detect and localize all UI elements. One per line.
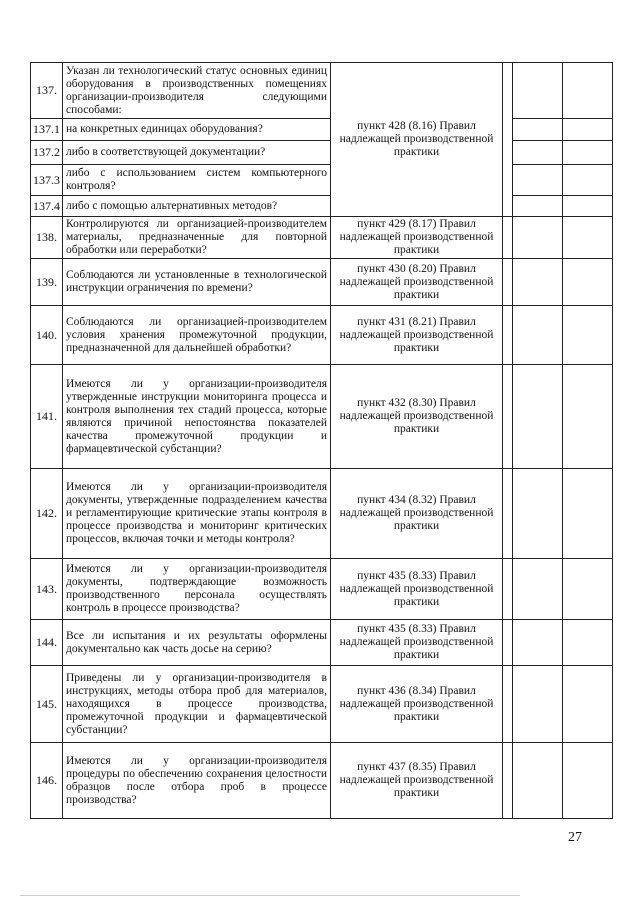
answer-cell	[513, 620, 563, 666]
answer-cell	[503, 559, 513, 620]
answer-cell	[503, 666, 513, 743]
table-row	[31, 365, 613, 469]
answer-cell	[503, 620, 513, 666]
reference-text: пункт 431 (8.21) Правил надлежащей производственной практики	[331, 306, 503, 365]
table-row	[31, 743, 613, 819]
table-row	[31, 469, 613, 559]
table-row	[31, 620, 613, 666]
question-text: либо с использованием систем компьютерного контроля?	[63, 165, 331, 196]
answer-cell	[513, 259, 563, 306]
reference-text: пункт 432 (8.30) Правил надлежащей производственной практики	[331, 365, 503, 469]
table-row	[31, 63, 613, 119]
table-row	[31, 165, 613, 196]
answer-cell	[563, 63, 613, 119]
row-number: 137.	[31, 63, 63, 119]
answer-cell	[513, 196, 563, 217]
answer-cell	[503, 743, 513, 819]
table-row	[31, 119, 613, 141]
reference-text: пункт 434 (8.32) Правил надлежащей производственной практики	[331, 469, 503, 559]
row-number: 139.	[31, 259, 63, 306]
answer-cell	[563, 743, 613, 819]
reference-text: пункт 436 (8.34) Правил надлежащей производственной практики	[331, 666, 503, 743]
question-text: на конкретных единицах оборудования?	[63, 119, 331, 141]
answer-cell	[563, 469, 613, 559]
row-number: 143.	[31, 559, 63, 620]
question-text: Имеются ли у организации-производителя документы, утвержденные подразделением качества и регламентирующие критические этапы контроля в процессе производства и мониторинг критических процессов, включая точки и методы контроля?	[63, 469, 331, 559]
question-text: Имеются ли у организации-производителя утвержденные инструкции мониторинга процесса и контроля выполнения тех стадий процесса, которые являются причиной непостоянства показателей качества промежуточной продукции и фармацевтической субстанции?	[63, 365, 331, 469]
reference-text: пункт 435 (8.33) Правил надлежащей производственной практики	[331, 620, 503, 666]
answer-cell	[513, 559, 563, 620]
answer-cell	[563, 141, 613, 165]
reference-text: пункт 428 (8.16) Правил надлежащей производственной практики	[331, 63, 503, 217]
row-number: 144.	[31, 620, 63, 666]
question-text: Соблюдаются ли установленные в технологической инструкции ограничения по времени?	[63, 259, 331, 306]
table-row	[31, 141, 613, 165]
question-text: либо в соответствующей документации?	[63, 141, 331, 165]
answer-cell	[563, 119, 613, 141]
row-number: 140.	[31, 306, 63, 365]
answer-cell	[513, 666, 563, 743]
table-row	[31, 217, 613, 259]
row-number: 146.	[31, 743, 63, 819]
answer-cell	[513, 469, 563, 559]
reference-text: пункт 437 (8.35) Правил надлежащей производственной практики	[331, 743, 503, 819]
table-row	[31, 666, 613, 743]
answer-cell	[563, 620, 613, 666]
answer-cell	[563, 666, 613, 743]
row-number: 137.4	[31, 196, 63, 217]
question-text: Контролируются ли организацией-производителем материалы, предназначенные для повторной обработки или переработки?	[63, 217, 331, 259]
answer-cell	[563, 365, 613, 469]
answer-cell	[503, 217, 513, 259]
answer-cell	[513, 743, 563, 819]
answer-cell	[503, 306, 513, 365]
answer-cell	[513, 365, 563, 469]
answer-cell	[503, 259, 513, 306]
answer-cell	[503, 63, 513, 217]
answer-cell	[513, 63, 563, 119]
answer-cell	[513, 165, 563, 196]
question-text: Указан ли технологический статус основных единиц оборудования в производственных помещениях организации-производителя следующими способами:	[63, 63, 331, 119]
reference-text: пункт 435 (8.33) Правил надлежащей производственной практики	[331, 559, 503, 620]
question-text: Имеются ли у организации-производителя документы, подтверждающие возможность производственного персонала осуществлять контроль в процессе производства?	[63, 559, 331, 620]
checklist-table-container	[30, 62, 612, 819]
question-text: Все ли испытания и их результаты оформлены документально как часть досье на серию?	[63, 620, 331, 666]
answer-cell	[503, 365, 513, 469]
table-row	[31, 259, 613, 306]
row-number: 137.2	[31, 141, 63, 165]
answer-cell	[563, 306, 613, 365]
row-number: 137.1	[31, 119, 63, 141]
table-row	[31, 559, 613, 620]
answer-cell	[563, 196, 613, 217]
page-number: 27	[568, 830, 582, 845]
answer-cell	[513, 141, 563, 165]
answer-cell	[563, 259, 613, 306]
question-text: Приведены ли у организации-производителя в инструкциях, методы отбора проб для материалов, находящихся в процессе производства, промежуточной продукции и фармацевтической субстанции?	[63, 666, 331, 743]
answer-cell	[563, 559, 613, 620]
row-number: 142.	[31, 469, 63, 559]
answer-cell	[503, 469, 513, 559]
answer-cell	[563, 217, 613, 259]
question-text: либо с помощью альтернативных методов?	[63, 196, 331, 217]
table-row	[31, 306, 613, 365]
table-row	[31, 196, 613, 217]
reference-text: пункт 430 (8.20) Правил надлежащей производственной практики	[331, 259, 503, 306]
checklist-table	[30, 62, 613, 819]
reference-text: пункт 429 (8.17) Правил надлежащей производственной практики	[331, 217, 503, 259]
row-number: 137.3	[31, 165, 63, 196]
answer-cell	[513, 119, 563, 141]
row-number: 138.	[31, 217, 63, 259]
row-number: 145.	[31, 666, 63, 743]
answer-cell	[563, 165, 613, 196]
row-number: 141.	[31, 365, 63, 469]
question-text: Имеются ли у организации-производителя процедуры по обеспечению сохранения целостности образцов после отбора проб в процессе производства?	[63, 743, 331, 819]
answer-cell	[513, 217, 563, 259]
scan-artifact-line	[20, 895, 520, 896]
question-text: Соблюдаются ли организацией-производителем условия хранения промежуточной продукции, предназначенной для дальнейшей обработки?	[63, 306, 331, 365]
answer-cell	[513, 306, 563, 365]
